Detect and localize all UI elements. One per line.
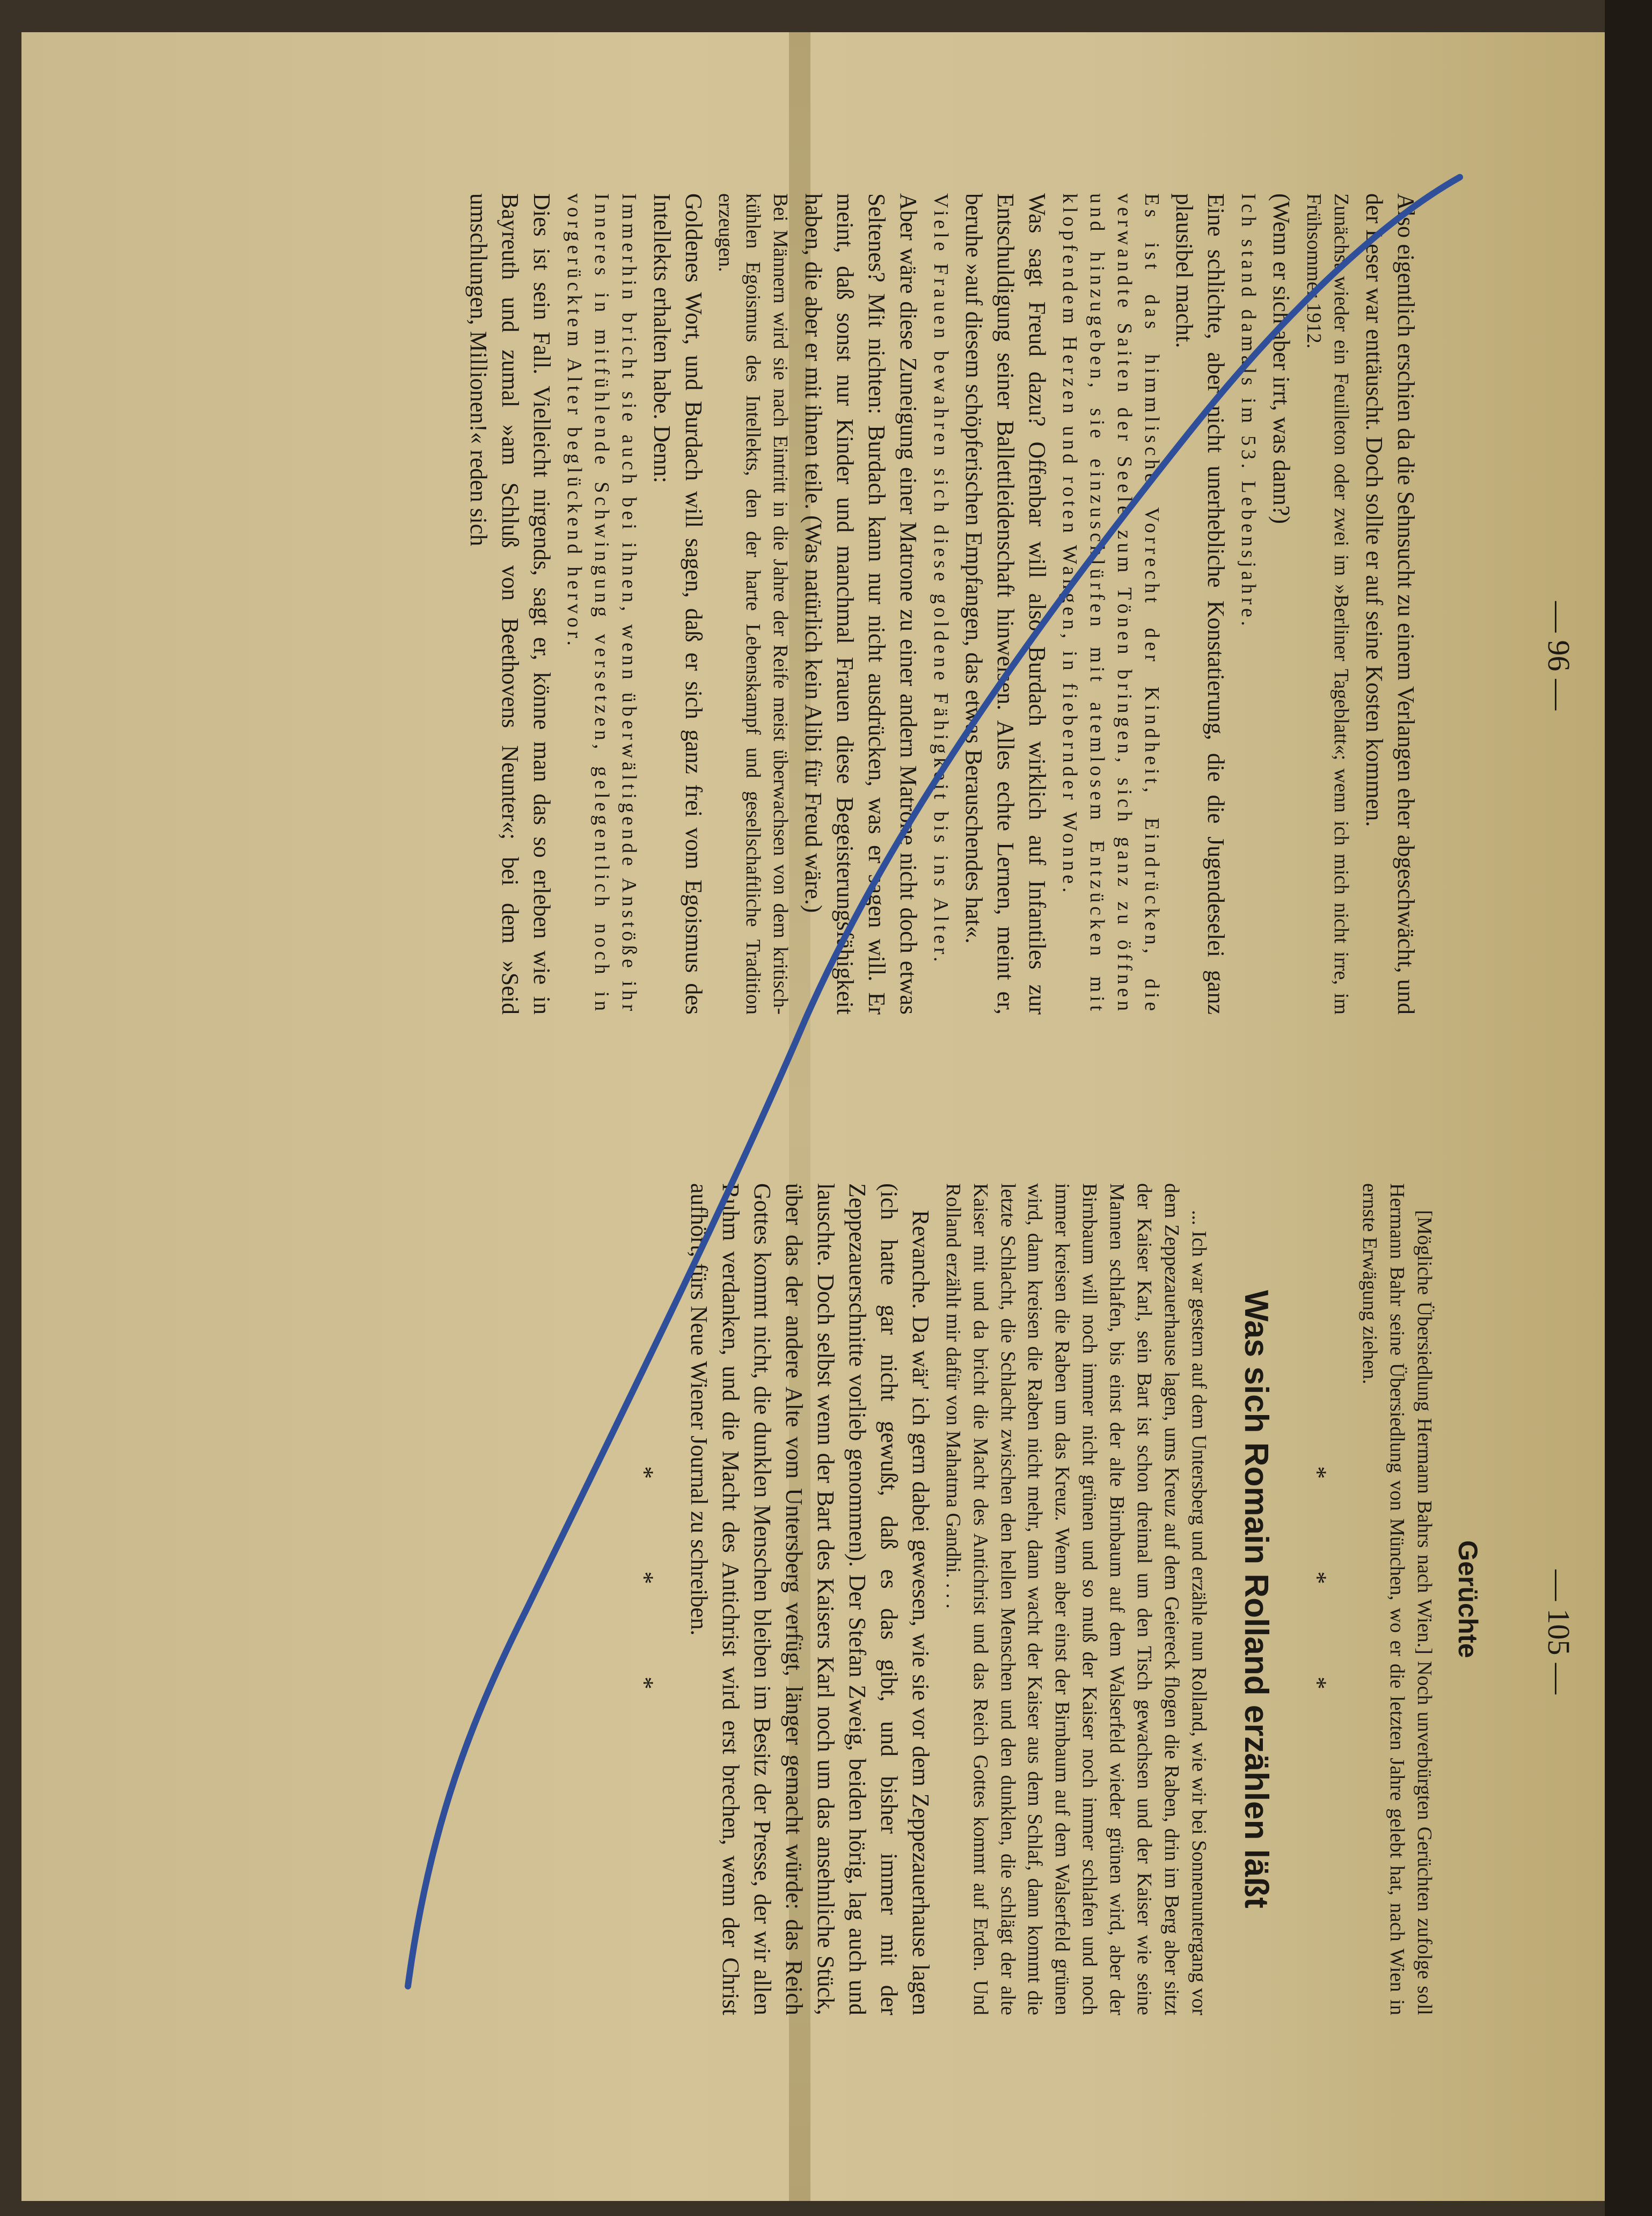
page-number: — 96 — (1541, 601, 1576, 710)
paragraph: Revanche. Da wär' ich gern dabei gewesen, wie sie vor dem Zeppezauerhause lagen (ich hatte gar nicht gewußt, daß es das gibt, und bisher immer mit der Zeppezauerschnitte vorlieb genommen). Der Stefan Zweig, beiden hörig, lag auch und lauschte. Doch selbst wenn der Bart des Kaisers Karl noch um das ansehnliche Stück, über das der andere Alte vom Untersberg verfügt, länger gemacht würde: das Reich Gottes kommt nicht, die dunklen Menschen bleiben im Besitz der Presse, der wir allen Ruhm verdanken, und die Macht des Antichrist wird erst brechen, wenn der Christ aufhört, fürs Neue Wiener Journal zu schreiben. (686, 1183, 934, 2015)
paragraph: Was sagt Freud dazu? Offenbar will also Burdach wirklich auf Infantiles zur Entschuldigung seiner Ballettleidenschaft hinweisen. Alles echte Lernen, meint er, beruhe »auf diesem schöpferischen Empfangen, das etwas Berauschendes hat«. (960, 193, 1050, 1015)
pen-stroke (408, 177, 1460, 1986)
paragraph: Es ist das himmlische Vorrecht der Kindheit, Eindrücken, die verwandte Saiten der Seele zum Tönen bringen, sich ganz zu öffnen und hinzugeben, sie einzuschlürfen mit atemlosem Entzücken mit klopfendem Herzen und roten Wangen, in fiebernder Wonne. (1058, 193, 1163, 1015)
section-heading: Gerüchte (1453, 1540, 1483, 1658)
page-number: — 105 — (1541, 1570, 1576, 1694)
paragraph: Ich stand damals im 53. Lebensjahre. (1237, 193, 1260, 630)
paragraph: Dies ist sein Fall. Vielleicht nirgends, sagt er, könne man das so erleben wie in Bayreuth und zumal »am Schluß von Beethovens Neunter«; bei dem »Seid umschlungen, Millionen!« reden sich (465, 193, 555, 1015)
separator: * * * (630, 1466, 659, 1732)
paragraph: Also eigentlich erschien da die Sehnsucht zu einem Verlangen eher abgeschwächt, und der Leser war enttäuscht. Doch sollte er auf seine Kosten kommen. (1361, 193, 1419, 1015)
paragraph: Zunächst wieder ein Feuilleton oder zwei im »Berliner Tageblatt«; wenn ich mich nicht irre, im Frühsommer 1912. (1303, 193, 1353, 1015)
paragraph: [Mögliche Übersiedlung Hermann Bahrs nach Wien.] Noch unverbürgten Gerüchten zufolge soll Hermann Bahr seine Übersiedlung von München, wo er die letzten Jahre gelebt hat, nach Wien in ernste Erwägung ziehen. (1358, 1183, 1436, 2015)
paragraph: (Wenn er sich aber irrt, was dann?) (1268, 193, 1295, 524)
paragraph: Eine schlichte, aber nicht unerhebliche Konstatierung, die die Jugendeselei ganz plausibel macht. (1171, 193, 1230, 1015)
paragraph: Viele Frauen bewahren sich diese goldene Fähigkeit bis ins Alter. (930, 193, 953, 966)
paragraph: Immerhin bricht sie auch bei ihnen, wenn überwältigende Anstöße ihr Inneres in mitfühlende Schwingung versetzen, gelegentlich noch in vorgerücktem Alter beglückend hervor. (562, 193, 640, 1015)
paragraph: Aber wäre diese Zuneigung einer Matrone zu einer andern Matrone nicht doch etwas Seltenes? Mit nichten: Burdach kann nur nicht ausdrücken, was er sagen will. Er meint, daß sonst nur Kinder und manchmal Frauen diese Begeisterungsfähigkeit haben, die aber er mit ihnen teile. (Was natürlich kein Alibi für Freud wäre.) (800, 193, 922, 1015)
separator: * * * (1303, 1466, 1332, 1732)
paragraph: ... Ich war gestern auf dem Untersberg und erzähle nun Rolland, wie wir bei Sonnenuntergang vor dem Zeppezauerhause lagen, ums Kreuz auf dem Geiereck flogen die Raben, drin im Berg aber sitzt der Kaiser Karl, sein Bart ist schon dreimal um den Tisch gewachsen und der Kaiser wie seine Mannen schlafen, bis einst der alte Birnbaum auf dem Walserfeld wieder grünen wird, aber der Birnbaum will noch immer nicht grünen und so muß der Kaiser noch immer schlafen und noch immer kreisen die Raben um das Kreuz. Wenn aber einst der Birnbaum auf dem Walserfeld grünen wird, dann kreisen die Raben nicht mehr, dann wacht der Kaiser aus dem Schlaf, dann kommt die letzte Schlacht, die Schlacht zwischen den hellen Menschen und den dunklen, die schlägt der alte Kaiser mit und da bricht die Macht des Antichrist und das Reich Gottes kommt auf Erden. Und Rolland erzählt mir dafür von Mahatma Gandhi. . . . (941, 1183, 1210, 2015)
paragraph: Bei Männern wird sie nach Eintritt in die Jahre der Reife meist überwachsen von dem kritisch-kühlen Egoismus des Intellekts, den der harte Lebenskampf und gesellschaftliche Tradition erzeugen. (714, 193, 792, 1015)
paragraph: Goldenes Wort, und Burdach will sagen, daß er sich ganz frei vom Egoismus des Intellekts erhalten habe. Denn: (648, 193, 707, 1015)
article-title: Was sich Romain Rolland erzählen läßt (1237, 1290, 1275, 1908)
